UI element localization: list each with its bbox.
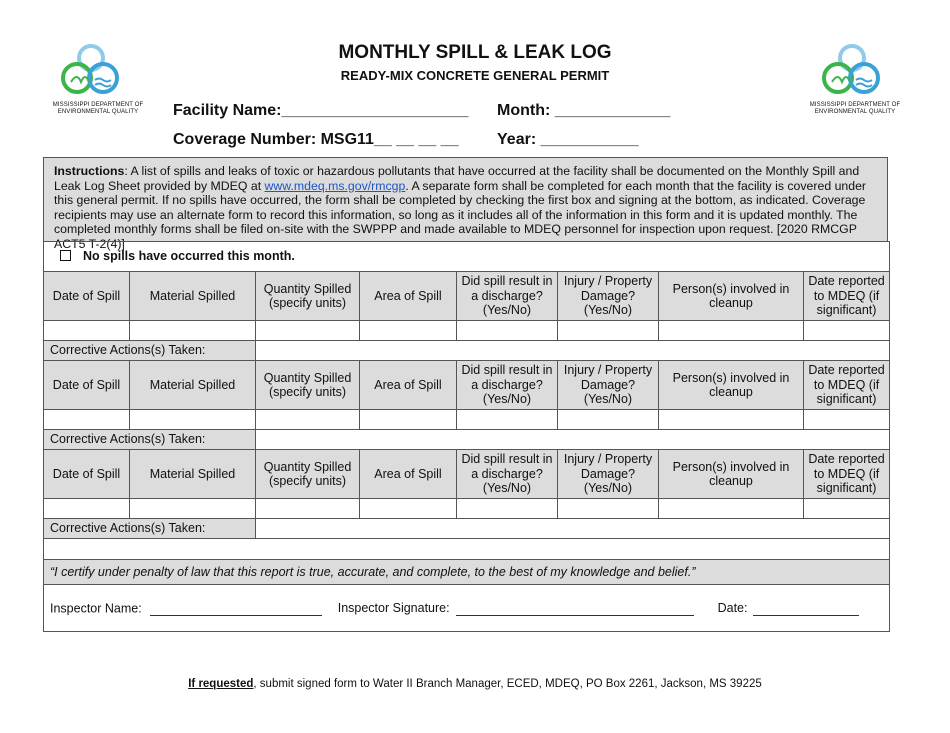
inspector-name-line[interactable] <box>150 601 322 616</box>
footer-note <box>0 678 950 690</box>
spill-entry-cell[interactable] <box>558 410 659 430</box>
inspector-name-label: Inspector Name: <box>50 601 142 615</box>
mdeq-link[interactable]: www.mdeq.ms.gov/rmcgp <box>264 178 406 193</box>
column-header: Area of Spill <box>360 272 457 321</box>
inspector-signature-label: Inspector Signature: <box>337 601 450 615</box>
instructions-box <box>43 157 888 251</box>
column-header: Quantity Spilled (specify units) <box>256 361 360 410</box>
spill-entry-row <box>44 321 890 341</box>
spill-log-table <box>43 241 890 632</box>
year-field[interactable]: Year: ___________ <box>497 131 639 148</box>
corrective-actions-label: Corrective Actions(s) Taken: <box>44 341 256 361</box>
column-header: Area of Spill <box>360 450 457 499</box>
spill-entry-cell[interactable] <box>804 499 890 519</box>
column-header: Injury / Property Damage? (Yes/No) <box>558 450 659 499</box>
spill-entry-cell[interactable] <box>256 321 360 341</box>
spill-entry-cell[interactable] <box>130 410 256 430</box>
spill-entry-cell[interactable] <box>659 410 804 430</box>
instructions-label: Instructions <box>54 164 125 178</box>
instructions-text-2: . A separate form shall be completed for each month that the facility is covered under this general permit. If no spills have occurred, the form shall be completed by checking the first box and signing at the bottom, as indicated. Coverage recipients may use an alternate form to record this information, so long as it includes all of the information in this form and it is updated monthly. The completed monthly forms shall be filed on-site with the SWPPP and made available to MDEQ personnel for inspection upon request. [2020 RMCGP ACT5 T-2(4)] <box>54 178 867 251</box>
column-header-row <box>44 361 890 410</box>
instructions-text-1: : A list of spills and leaks of toxic or hazardous pollutants that have occurred at the facility shall be documented on the Monthly Spill and Leak Log Sheet provided by MDEQ at <box>54 164 860 193</box>
column-header: Quantity Spilled (specify units) <box>256 272 360 321</box>
form-subtitle: READY-MIX CONCRETE GENERAL PERMIT <box>340 68 610 83</box>
spill-entry-row <box>44 499 890 519</box>
logo-caption-line1: MISSISSIPPI DEPARTMENT OF <box>52 102 144 108</box>
spill-entry-cell[interactable] <box>457 321 558 341</box>
spill-entry-cell[interactable] <box>457 499 558 519</box>
spill-entry-cell[interactable] <box>457 410 558 430</box>
date-line[interactable] <box>753 601 859 616</box>
spacer-cell <box>44 539 890 560</box>
column-header-row <box>44 450 890 499</box>
no-spills-label: No spills have occurred this month. <box>83 249 295 264</box>
corrective-actions-input[interactable] <box>256 519 890 539</box>
column-header: Person(s) involved in cleanup <box>659 361 804 410</box>
coverage-number-field[interactable]: Coverage Number: MSG11__ __ __ __ <box>173 131 459 148</box>
date-label: Date: <box>717 601 748 615</box>
spill-entry-cell[interactable] <box>44 410 130 430</box>
footer-text: , submit signed form to Water II Branch Manager, ECED, MDEQ, PO Box 2261, Jackson, MS 39225 <box>253 678 762 690</box>
logo-caption <box>43 102 153 116</box>
column-header-row <box>44 272 890 321</box>
no-spills-row <box>44 242 890 272</box>
column-header: Did spill result in a discharge? (Yes/No) <box>457 450 558 499</box>
column-header: Injury / Property Damage? (Yes/No) <box>558 361 659 410</box>
corrective-actions-row <box>44 519 890 539</box>
column-header: Area of Spill <box>360 361 457 410</box>
column-header: Material Spilled <box>130 361 256 410</box>
inspector-cell <box>44 585 890 632</box>
spill-entry-cell[interactable] <box>659 499 804 519</box>
inspector-signature-line[interactable] <box>456 601 694 616</box>
column-header: Date of Spill <box>44 361 130 410</box>
corrective-actions-input[interactable] <box>256 341 890 361</box>
certification-statement: “I certify under penalty of law that this report is true, accurate, and complete, to the best of my knowledge and belief.” <box>44 560 890 585</box>
corrective-actions-row <box>44 430 890 450</box>
spacer-row <box>44 539 890 560</box>
logo-caption <box>800 102 910 116</box>
spill-entry-cell[interactable] <box>360 321 457 341</box>
corrective-actions-label: Corrective Actions(s) Taken: <box>44 519 256 539</box>
column-header: Date reported to MDEQ (if significant) <box>804 272 890 321</box>
inspector-row <box>44 585 890 632</box>
column-header: Date of Spill <box>44 450 130 499</box>
spill-entry-cell[interactable] <box>558 321 659 341</box>
column-header: Material Spilled <box>130 272 256 321</box>
column-header: Date reported to MDEQ (if significant) <box>804 361 890 410</box>
column-header: Date of Spill <box>44 272 130 321</box>
column-header: Did spill result in a discharge? (Yes/No) <box>457 272 558 321</box>
form-title: MONTHLY SPILL & LEAK LOG <box>338 42 612 63</box>
corrective-actions-label: Corrective Actions(s) Taken: <box>44 430 256 450</box>
column-header: Person(s) involved in cleanup <box>659 450 804 499</box>
logo-caption-line2: ENVIRONMENTAL QUALITY <box>814 109 896 115</box>
column-header: Did spill result in a discharge? (Yes/No) <box>457 361 558 410</box>
footer-bold: If requested <box>188 678 254 690</box>
corrective-actions-input[interactable] <box>256 430 890 450</box>
spill-entry-cell[interactable] <box>360 410 457 430</box>
spill-entry-row <box>44 410 890 430</box>
spill-entry-cell[interactable] <box>44 499 130 519</box>
column-header: Person(s) involved in cleanup <box>659 272 804 321</box>
logo-caption-line2: ENVIRONMENTAL QUALITY <box>57 109 139 115</box>
spill-entry-cell[interactable] <box>360 499 457 519</box>
certification-row <box>44 560 890 585</box>
column-header: Quantity Spilled (specify units) <box>256 450 360 499</box>
corrective-actions-row <box>44 341 890 361</box>
spill-entry-cell[interactable] <box>256 410 360 430</box>
month-field[interactable]: Month: _____________ <box>497 102 671 119</box>
column-header: Material Spilled <box>130 450 256 499</box>
no-spills-checkbox[interactable] <box>60 250 71 261</box>
facility-name-field[interactable]: Facility Name:_____________________ <box>173 102 469 119</box>
spill-entry-cell[interactable] <box>130 321 256 341</box>
spill-entry-cell[interactable] <box>558 499 659 519</box>
spill-entry-cell[interactable] <box>256 499 360 519</box>
spill-entry-cell[interactable] <box>659 321 804 341</box>
spill-entry-cell[interactable] <box>804 321 890 341</box>
column-header: Date reported to MDEQ (if significant) <box>804 450 890 499</box>
spill-entry-cell[interactable] <box>804 410 890 430</box>
spill-entry-cell[interactable] <box>130 499 256 519</box>
spill-entry-cell[interactable] <box>44 321 130 341</box>
logo-caption-line1: MISSISSIPPI DEPARTMENT OF <box>809 102 901 108</box>
column-header: Injury / Property Damage? (Yes/No) <box>558 272 659 321</box>
